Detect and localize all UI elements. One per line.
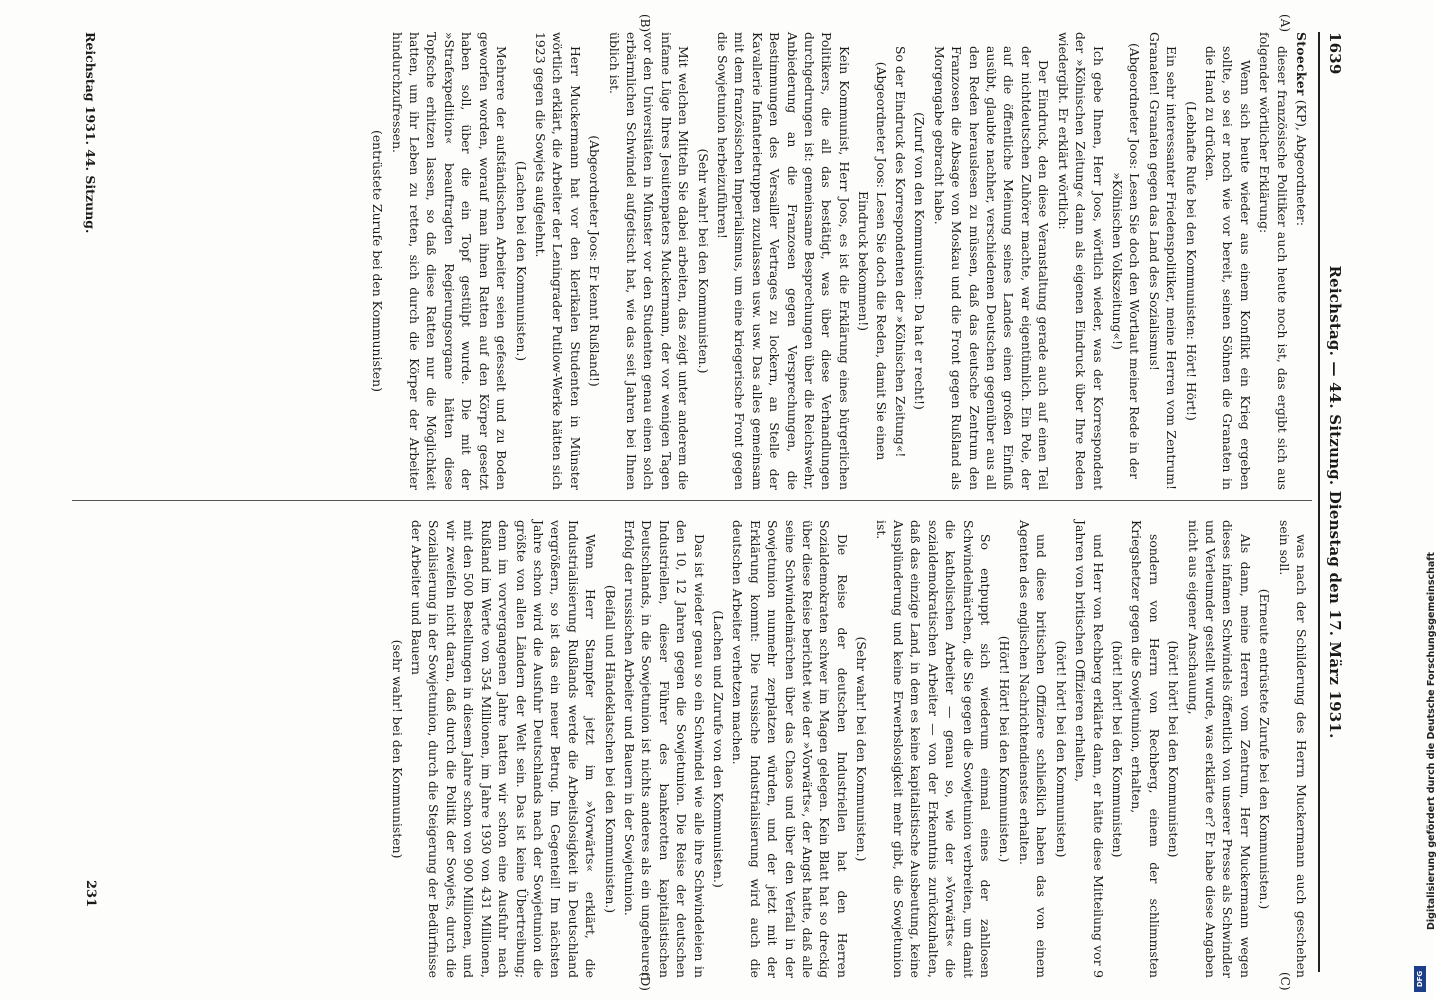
- paragraph: sondern von Herrn von Rechberg, einem der schlimmsten Kriegshetzer gegen die Sowjetunion, erhalten,: [1129, 520, 1162, 978]
- interjection: (Sehr wahr! bei den Kommunisten.): [854, 636, 870, 862]
- left-text-column: [110, 32, 1310, 490]
- quoted-paragraph: Der Eindruck, den diese Veranstaltung gerade auch auf einen Teil der nichtdeutschen Zuhörer machte, war eigentümlich. Ein Pole, der auf die öffentliche Meinung seines Landes einen großen Einfluß ausübt, glaubte nachher, verschiedenen Deutschen gegenüber aus all den Reden herauslesen zu müssen, daß das deutsche Zentrum den Franzosen die Absage von Moskau und die Front gegen Rußland als Morgengabe gebracht habe.: [931, 46, 1052, 490]
- interjection: (hört! hört! bei den Kommunisten): [1053, 640, 1069, 858]
- interjection: (Abgeordneter Joos: Er kennt Rußland!): [587, 135, 603, 387]
- paragraph: Ein sehr interessanter Friedenspolitiker, meine Herren vom Zentrum! Granaten! Granaten gegen das Land des Sozialismus!: [1146, 32, 1180, 490]
- interjection: (Lachen und Zurufe von den Kommunisten.): [711, 610, 726, 888]
- speaker-line: [1293, 32, 1310, 490]
- interjection: (Sehr wahr! bei den Kommunisten.): [695, 148, 711, 374]
- header-rule: [1318, 32, 1320, 972]
- footer-page-number: 231: [83, 880, 98, 908]
- margin-letter-d: (D): [638, 972, 652, 991]
- paragraph: was nach der Schilderung des Herrn Muckermann auch geschehen sein soll.: [1276, 520, 1309, 978]
- speaker-name: Stoecker: [1294, 32, 1309, 96]
- margin-letter-a: (A): [1278, 14, 1292, 33]
- paragraph: dieser französische Politiker auch heute noch ist, das ergibt sich aus folgender wörtlicher Erklärung:: [1257, 32, 1290, 490]
- interjection: (Abgeordneter Joos: Lesen Sie doch die Reden, damit Sie einen Eindruck bekommen!): [856, 61, 889, 461]
- interjection: (entrüstete Zurufe bei den Kommunisten): [370, 130, 386, 392]
- paragraph: und Herr von Rechberg erklärte dann, er hätte diese Mitteilung vor 9 Jahren von britischen Offizieren erhalten,: [1073, 520, 1106, 978]
- paragraph: Als dann, meine Herren vom Zentrum, Herr Muckermann wegen dieses infamen Schwindels öffentlich von unserer Presse als Schwindler und Verleumder gestellt wurde, was erklärte er? Er habe diese Angaben nicht aus eigener Anschauung,: [1185, 520, 1253, 978]
- dfg-logo-text: DFG: [1416, 970, 1424, 988]
- paragraph: Wenn Herr Stampfer jetzt im »Vorwärts« erklärt, die Industrialisierung Rußlands werde die Arbeitslosigkeit in Deutschland vergrößern, so ist das ein neuer Betrug. Im Gegenteil! Im nächsten Jahre schon wird die Ausfuhr Deutschlands nach der Sowjetunion die größte von allen Ländern der Welt sein. Das ist keine Übertreibung; denn im vorvergangenen Jahre hatten wir schon eine Ausfuhr nach Rußland im Werte von 354 Millionen, im Jahre 1930 von 431 Millionen, mit den 500 Bestellungen in diesem Jahre schon von 900 Millionen, und wir zweifeln nicht daran, daß durch die Politik der Sowjets, durch die Sozialisierung in der Sowjetunion, durch die Steigerung der Bedürfnisse der Arbeiter und Bauern: [409, 520, 599, 978]
- interjection: (Abgeordneter Joos: Lesen Sie doch den Wortlaut meiner Rede in der »Kölnischen Volkszeitung«!): [1109, 42, 1143, 480]
- margin-letter-c: (C): [1278, 972, 1292, 991]
- interjection: (Beifall und Händeklatschen bei den Kommunisten.): [602, 584, 618, 914]
- paragraph: Das ist wieder genau so ein Schwindel wie alle ihre Schwindeleien in den 10, 12 Jahren gegen die Sowjetunion. Die Reise der deutschen Industriellen, dieser Führer des bankerotten kapitalistischen Deutschlands, in die Sowjetunion ist nichts anderes als ein ungeheurer Erfolg der russischen Arbeiter und Bauern in der Sowjetunion.: [621, 520, 707, 978]
- interjection: (Hört! Hört! bei den Kommunisten.): [997, 635, 1013, 863]
- interjection: (Lebhafte Rufe bei den Kommunisten: Hört! Hört!): [1183, 101, 1199, 421]
- paragraph: Kein Kommunist, Herr Joos, es ist die Erklärung eines bürgerlichen Politikers, die all das bestätigt, was über diese Verhandlungen durchgedrungen ist: gemeinsame Besprechungen über die Reichswehr, Anbiederung an die Franzosen gegen Versprechungen, die Bestimmungen des Versailler Vertrages zu lockern, an Stelle der Kavallerie Infanterietruppen zuzulassen usw. usw. Das alles gemeinsam mit dem französischen Imperialismus, um eine kriegerische Front gegen die Sowjetunion herbeizuführen!: [715, 32, 852, 490]
- interjection: (Zuruf von den Kommunisten: Da hat er recht!): [912, 112, 928, 410]
- footer-session: Reichstag 1931. 44. Sitzung.: [83, 32, 98, 234]
- interjection: (Erneute entrüstete Zurufe bei den Kommunisten.): [1257, 588, 1273, 910]
- rotated-page-content: [22, 10, 1352, 990]
- dfg-logo: [1414, 966, 1426, 992]
- page-header: [1322, 32, 1344, 972]
- interjection: (hört! hört! bei den Kommunisten): [1109, 640, 1125, 858]
- paragraph: So der Eindruck des Korrespondenten der »Kölnischen Zeitung«!: [893, 46, 909, 458]
- page-number: 1639: [1326, 32, 1344, 75]
- paragraph: Mit welchen Mitteln Sie dabei arbeiten, das zeigt unter anderem die infame Lüge Ihres Jesuitenpaters Muckermann, der vor wenigen Tagen vor den Universitäten in Münster vor den Studenten genau einen solch erbärmlichen Schwindel aufgetischt hat, wie das seit Jahren bei Ihnen üblich ist.: [606, 32, 692, 490]
- paragraph: Ich gebe Ihnen, Herr Joos, wörtlich wieder, was der Korrespondent der »Kölnischen Zeitung« dann als eigenen Eindruck über Ihre Reden wiedergibt. Er erklärt wörtlich:: [1055, 32, 1106, 490]
- right-text-column: [110, 520, 1310, 978]
- margin-letter-b: (B): [638, 14, 652, 33]
- speaker-role: (KP), Abgeordneter:: [1294, 95, 1309, 227]
- dfg-notice-strip: [1412, 60, 1437, 990]
- paragraph: Mehrere der aufständischen Arbeiter seien gefesselt und zu Boden geworfen worden, worauf man ihnen Ratten auf den Körper gesetzt haben soll, über die ein Topf gestülpt wurde. Die mit der »Strafexpedition« beauftragten Regierungsorgane hätten diese Topfsche erhitzen lassen, so daß diese Ratten nur die Möglichkeit hatten, um ihr Leben zu retten, sich durch die Körper der Arbeiter hindurchzufressen.: [389, 32, 510, 490]
- dfg-notice-text: Digitalisierung gefördert durch die Deutsche Forschungsgemeinschaft: [1426, 552, 1437, 930]
- interjection: (hört! hört! bei den Kommunisten): [1166, 640, 1182, 858]
- paragraph: und diese britischen Offiziere schließlich haben das von einem Agenten des englischen Nachrichtendienstes erhalten.: [1016, 520, 1050, 978]
- interjection: (sehr wahr! bei den Kommunisten): [389, 639, 405, 859]
- paragraph: Herr Muckermann hat vor den klerikalen Studenten in Münster wörtlich erklärt, die Arbeiter der Leningrader Putilow-Werke hätten sich 1923 gegen die Sowjets aufgelehnt.: [532, 32, 583, 490]
- page-title: Reichstag. — 44. Sitzung. Dienstag den 17. März 1931.: [1326, 265, 1344, 739]
- interjection: (Lachen bei den Kommunisten.): [513, 160, 529, 362]
- paragraph: So entpuppt sich wiederum einmal eines der zahllosen Schwindelmärchen, die Sie gegen die Sowjetunion verbreiten, um damit die katholischen Arbeiter — genau so, wie der »Vorwärts« die sozialdemokratischen Arbeiter — von der Erkenntnis zurückzuhalten, daß das einzige Land, in dem es keine kapitalistische Ausbeutung, keine Ausplünderung und keine Erwerbslosigkeit mehr gibt, die Sowjetunion ist.: [873, 520, 994, 978]
- column-divider: [72, 500, 1312, 501]
- quoted-paragraph: Wenn sich heute wieder aus einem Konflikt ein Krieg ergeben sollte, so sei er noch wie vor bereit, seinen Söhnen die Granaten in die Hand zu drücken.: [1202, 46, 1253, 490]
- paragraph: Die Reise der deutschen Industriellen hat den Herren Sozialdemokraten schwer im Magen gelegen. Kein Blatt hat so dreckig über diese Reise berichtet wie der »Vorwärts«, der Angst hatte, daß alle seine Schwindelmärchen über das Chaos und über den Verfall in der Sowjetunion nunmehr zerplatzen würden, und der jetzt mit der Erklärung kommt: Die russische Industrialisierung wird auch die deutschen Arbeiter verhetzen machen.: [730, 520, 850, 978]
